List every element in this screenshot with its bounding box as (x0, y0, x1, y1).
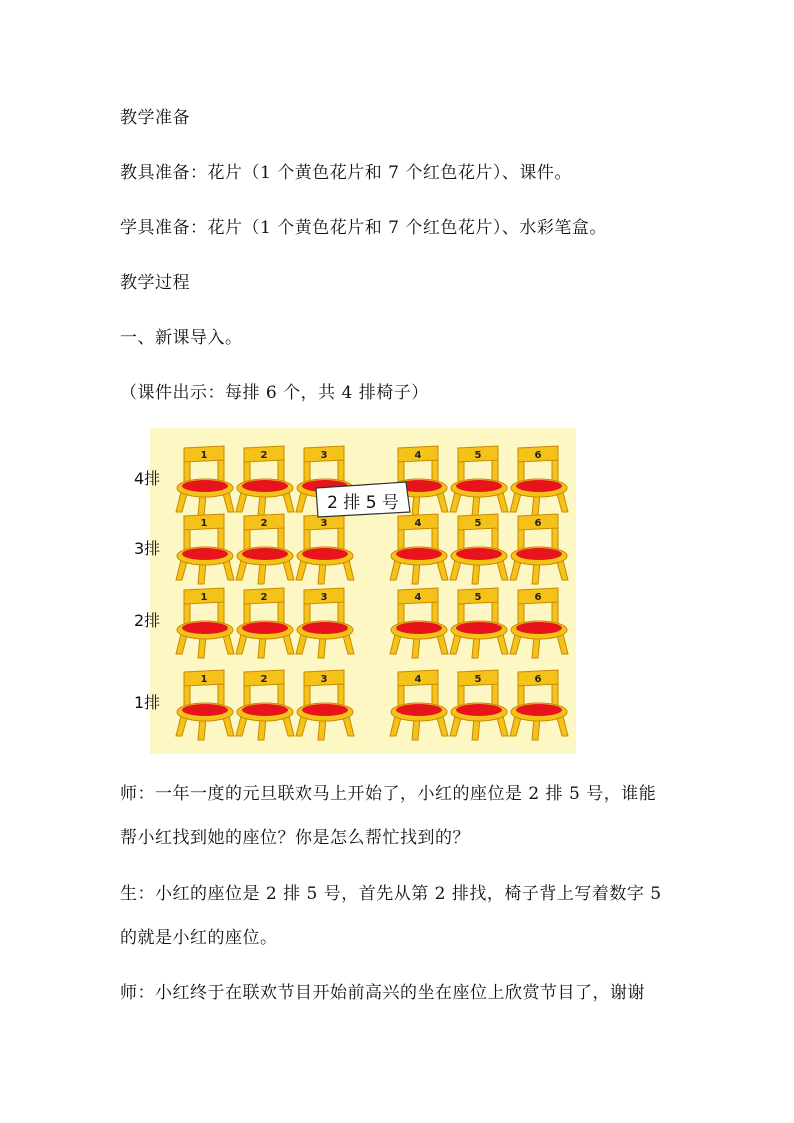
seat-number: 1 (200, 518, 208, 529)
seat-number: 4 (414, 518, 422, 529)
seat-number: 2 (260, 592, 268, 603)
teacher-line-3: 师：小红终于在联欢节目开始前高兴的坐在座位上欣赏节目了，谢谢 (120, 983, 645, 1003)
chair-cushion (396, 548, 442, 560)
seat-number: 4 (414, 592, 422, 603)
seat-number: 4 (414, 674, 422, 685)
seat-number: 2 (260, 674, 268, 685)
chair-cushion (242, 622, 288, 634)
heading-process: 教学过程 (120, 273, 190, 293)
seat-number: 5 (474, 518, 482, 529)
chair-cushion (242, 548, 288, 560)
student-line-1: 生：小红的座位是 2 排 5 号，首先从第 2 排找，椅子背上写着数字 5 (120, 884, 662, 904)
seat-number: 6 (534, 518, 542, 529)
row-label: 4排 (134, 469, 161, 488)
seat-number: 2 (260, 450, 268, 461)
seat-number: 2 (260, 518, 268, 529)
chair-cushion (182, 622, 228, 634)
student-aids-line: 学具准备：花片（1 个黄色花片和 7 个红色花片）、水彩笔盒。 (120, 218, 607, 238)
chair-cushion (456, 548, 502, 560)
chair-cushion (302, 704, 348, 716)
heading-preparation: 教学准备 (120, 108, 190, 128)
seat-number: 5 (474, 592, 482, 603)
chair-cushion (182, 480, 228, 492)
row-label: 3排 (134, 539, 161, 558)
chair-cushion (182, 704, 228, 716)
seat-number: 6 (534, 592, 542, 603)
chair-cushion (302, 548, 348, 560)
chair-cushion (456, 704, 502, 716)
chair-cushion (516, 704, 562, 716)
seat-number: 5 (474, 674, 482, 685)
courseware-caption: （课件出示：每排 6 个，共 4 排椅子） (120, 383, 429, 403)
row-label: 2排 (134, 611, 161, 630)
seat-number: 3 (320, 592, 328, 603)
seat-number: 3 (320, 674, 328, 685)
seat-number: 5 (474, 450, 482, 461)
callout-text: 2 排 5 号 (327, 493, 399, 513)
chair-cushion (302, 622, 348, 634)
student-line-2: 的就是小红的座位。 (120, 928, 278, 948)
chair-cushion (396, 704, 442, 716)
seat-number: 1 (200, 450, 208, 461)
row-label: 1排 (134, 693, 161, 712)
chair-cushion (456, 622, 502, 634)
seat-number: 1 (200, 674, 208, 685)
teaching-aids-line: 教具准备：花片（1 个黄色花片和 7 个红色花片）、课件。 (120, 163, 572, 183)
seat-callout (316, 482, 410, 517)
chairs-figure (120, 428, 576, 754)
chair-cushion (182, 548, 228, 560)
seat-number: 6 (534, 450, 542, 461)
chair-cushion (396, 622, 442, 634)
chairs-illustration (120, 428, 576, 754)
seat-number: 3 (320, 450, 328, 461)
section-intro: 一、新课导入。 (120, 328, 243, 348)
chair-cushion (516, 622, 562, 634)
chair-cushion (456, 480, 502, 492)
chair-cushion (516, 548, 562, 560)
teacher-line-2: 帮小红找到她的座位？你是怎么帮忙找到的？ (120, 828, 470, 848)
seat-number: 4 (414, 450, 422, 461)
seat-number: 1 (200, 592, 208, 603)
teacher-line-1: 师：一年一度的元旦联欢马上开始了，小红的座位是 2 排 5 号，谁能 (120, 784, 657, 804)
seat-number: 6 (534, 674, 542, 685)
chair-cushion (242, 704, 288, 716)
seat-number: 3 (320, 518, 328, 529)
chair-cushion (516, 480, 562, 492)
chair-cushion (242, 480, 288, 492)
